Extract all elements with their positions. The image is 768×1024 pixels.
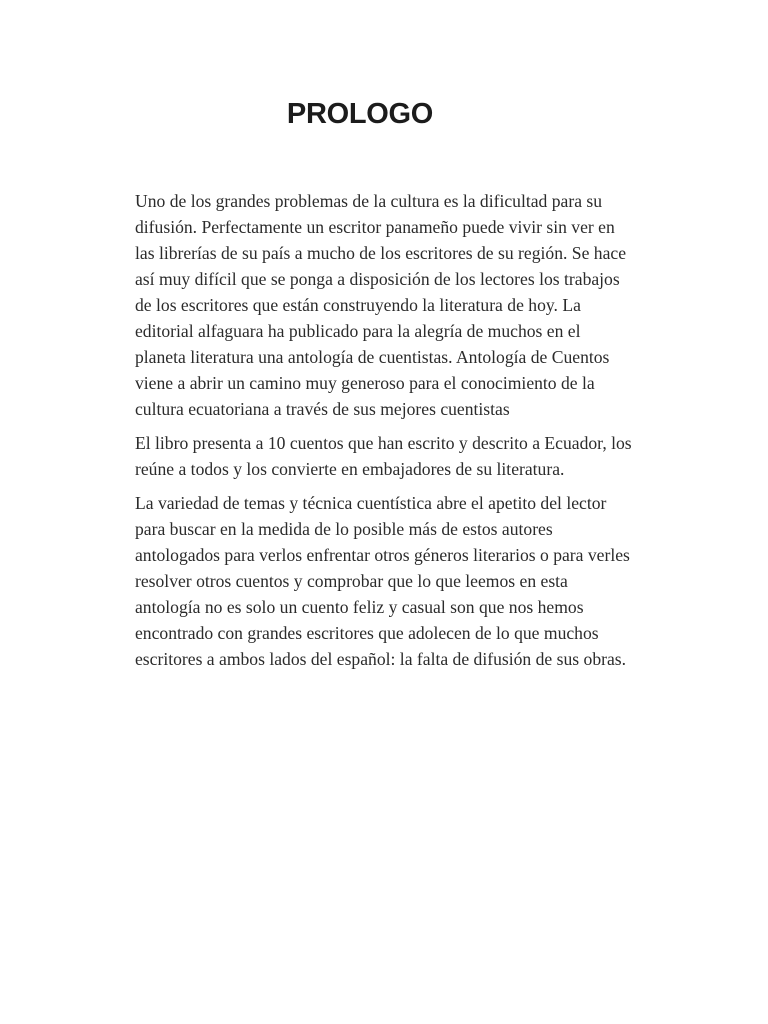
page-title: PROLOGO	[286, 98, 434, 130]
body-text	[135, 188, 635, 680]
paragraph-1: Uno de los grandes problemas de la cultura es la dificultad para su difusión. Perfectamente un escritor panameño puede vivir sin ver en las librerías de su país a mucho de los escritores de su región. Se hace así muy difícil que se ponga a disposición de los lectores los trabajos de los escritores que están construyendo la literatura de hoy. La editorial alfaguara ha publicado para la alegría de muchos en el planeta literatura una antología de cuentistas. Antología de Cuentos viene a abrir un camino muy generoso para el conocimiento de la cultura ecuatoriana a través de sus mejores cuentistas	[135, 191, 627, 419]
paragraph-2: El libro presenta a 10 cuentos que han escrito y descrito a Ecuador, los reúne a todos y los convierte en embajadores de su literatura.	[135, 433, 632, 479]
paragraph-3: La variedad de temas y técnica cuentística abre el apetito del lector para buscar en la medida de lo posible más de estos autores antologados para verlos enfrentar otros géneros literarios o para verles resolver otros cuentos y comprobar que lo que leemos en esta antología no es solo un cuento feliz y casual son que nos hemos encontrado con grandes escritores que adolecen de lo que muchos escritores a ambos lados del español: la falta de difusión de sus obras.	[135, 493, 630, 669]
